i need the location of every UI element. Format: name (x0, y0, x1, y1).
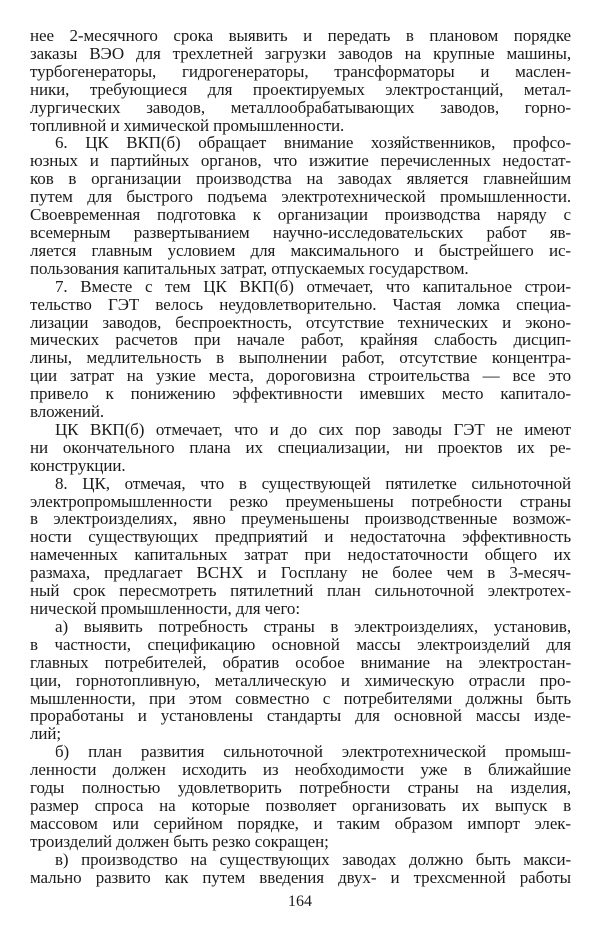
text-line: нической промышленности, для чего: (30, 599, 300, 618)
text-line: в частности, спецификацию основной массы электроизделий для (30, 634, 571, 654)
text-line: топливной и химической промышленности. (30, 115, 345, 135)
text-line: путем для быстрого подъема электротехнической промышленности. (30, 187, 571, 207)
paragraph (30, 851, 571, 887)
text-line: ленности должен исходить из необходимости уже в ближайшие (30, 760, 571, 780)
text-line: ный срок пересмотреть пятилетний план сильноточной электротех- (30, 581, 571, 601)
text-line: конструкции. (30, 455, 126, 475)
paragraph (30, 618, 571, 743)
text-line: ЦК ВКП(б) отмечает, что и до сих пор заводы ГЭТ не имеют (55, 419, 571, 439)
page-number: 164 (288, 893, 312, 910)
text-line: тельство ГЭТ велось неудовлетворительно. Частая ломка специа- (30, 294, 571, 314)
paragraph (30, 421, 571, 475)
text-line: ков в организации производства на заводах является главнейшим (30, 169, 571, 189)
paragraph (30, 278, 571, 421)
text-line: ляется главным условием для максимального и быстрейшего ис- (30, 240, 571, 260)
document-body (30, 27, 571, 887)
text-line: вложений. (30, 402, 105, 422)
text-line: лины, медлительность в выполнении работ, отсутствие концентра- (30, 348, 571, 368)
text-line: размер спроса на которые позволяет организовать их выпуск в (30, 795, 571, 815)
text-line: ции, горнотопливную, металлическую и химическую отрасли про- (30, 670, 571, 690)
text-line: в электроизделиях, явно преуменьшены производственные возмож- (30, 509, 571, 529)
paragraph (30, 475, 571, 618)
text-line: пользования капитальных затрат, отпускаемых государством. (30, 258, 469, 278)
text-line: Своевременная подготовка к организации производства наряду с (30, 205, 571, 225)
text-line: заказы ВЭО для трехлетней загрузки заводов на крупные машины, (30, 43, 571, 63)
text-line: всемерным развертыванием научно-исследовательских работ яв- (30, 222, 571, 242)
text-line: ники, требующиеся для проектируемых электростанций, метал- (30, 79, 571, 99)
paragraph (30, 27, 571, 134)
text-line: нее 2-месячного срока выявить и передать в плановом порядке (30, 26, 571, 45)
text-line: мышленности, при этом совместно с потребителями должны быть (30, 688, 571, 708)
text-line: намеченных капитальных затрат при недостаточности общего их (30, 545, 571, 565)
text-line: привело к понижению эффективности имевших место капитало- (30, 384, 571, 404)
paragraph (30, 134, 571, 277)
text-line: проработаны и установлены стандарты для основной массы изде- (30, 706, 571, 726)
text-line: массовом или серийном порядке, и таким образом импорт элек- (30, 813, 571, 833)
text-line: лургических заводов, металлообрабатывающих заводов, горно- (30, 97, 571, 117)
text-line: б) план развития сильноточной электротехнической промыш- (55, 742, 571, 762)
text-line: ции затрат на узкие места, дороговизна строительства — все это (30, 366, 571, 386)
text-line: троизделий должен быть резко сокращен; (30, 831, 329, 851)
text-line: годы полностью удовлетворить потребности страны на изделия, (30, 778, 571, 798)
text-line: а) выявить потребность страны в электроизделиях, установив, (55, 616, 571, 636)
text-line: лий; (30, 724, 62, 744)
text-line: юзных и партийных органов, что изжитие перечисленных недостат- (30, 151, 571, 171)
text-line: ни окончательного плана их специализации, ни проектов их ре- (30, 437, 571, 457)
text-line: турбогенераторы, гидрогенераторы, трансформаторы и маслен- (30, 61, 571, 81)
text-line: мально развито как путем введения двух- и трехсменной работы (30, 867, 571, 887)
text-line: в) производство на существующих заводах должно быть макси- (55, 849, 571, 869)
text-line: 7. Вместе с тем ЦК ВКП(б) отмечает, что капитальное строи- (55, 276, 571, 296)
text-line: электропромышленности резко преуменьшены потребности страны (30, 491, 571, 511)
text-line: главных потребителей, обратив особое внимание на электростан- (30, 652, 571, 672)
text-line: лизации заводов, беспроектность, отсутствие технических и эконо- (30, 312, 571, 332)
text-line: мических расчетов при начале работ, крайняя слабость дисцип- (30, 330, 571, 350)
text-line: 6. ЦК ВКП(б) обращает внимание хозяйственников, профсо- (55, 133, 571, 153)
paragraph (30, 743, 571, 850)
text-line: ности существующих предприятий и недостаточна эффективность (30, 527, 571, 547)
text-line: размаха, предлагает ВСНХ и Госплану не более чем в 3-месяч- (30, 563, 571, 583)
text-line: 8. ЦК, отмечая, что в существующей пятилетке сильноточной (55, 473, 571, 493)
